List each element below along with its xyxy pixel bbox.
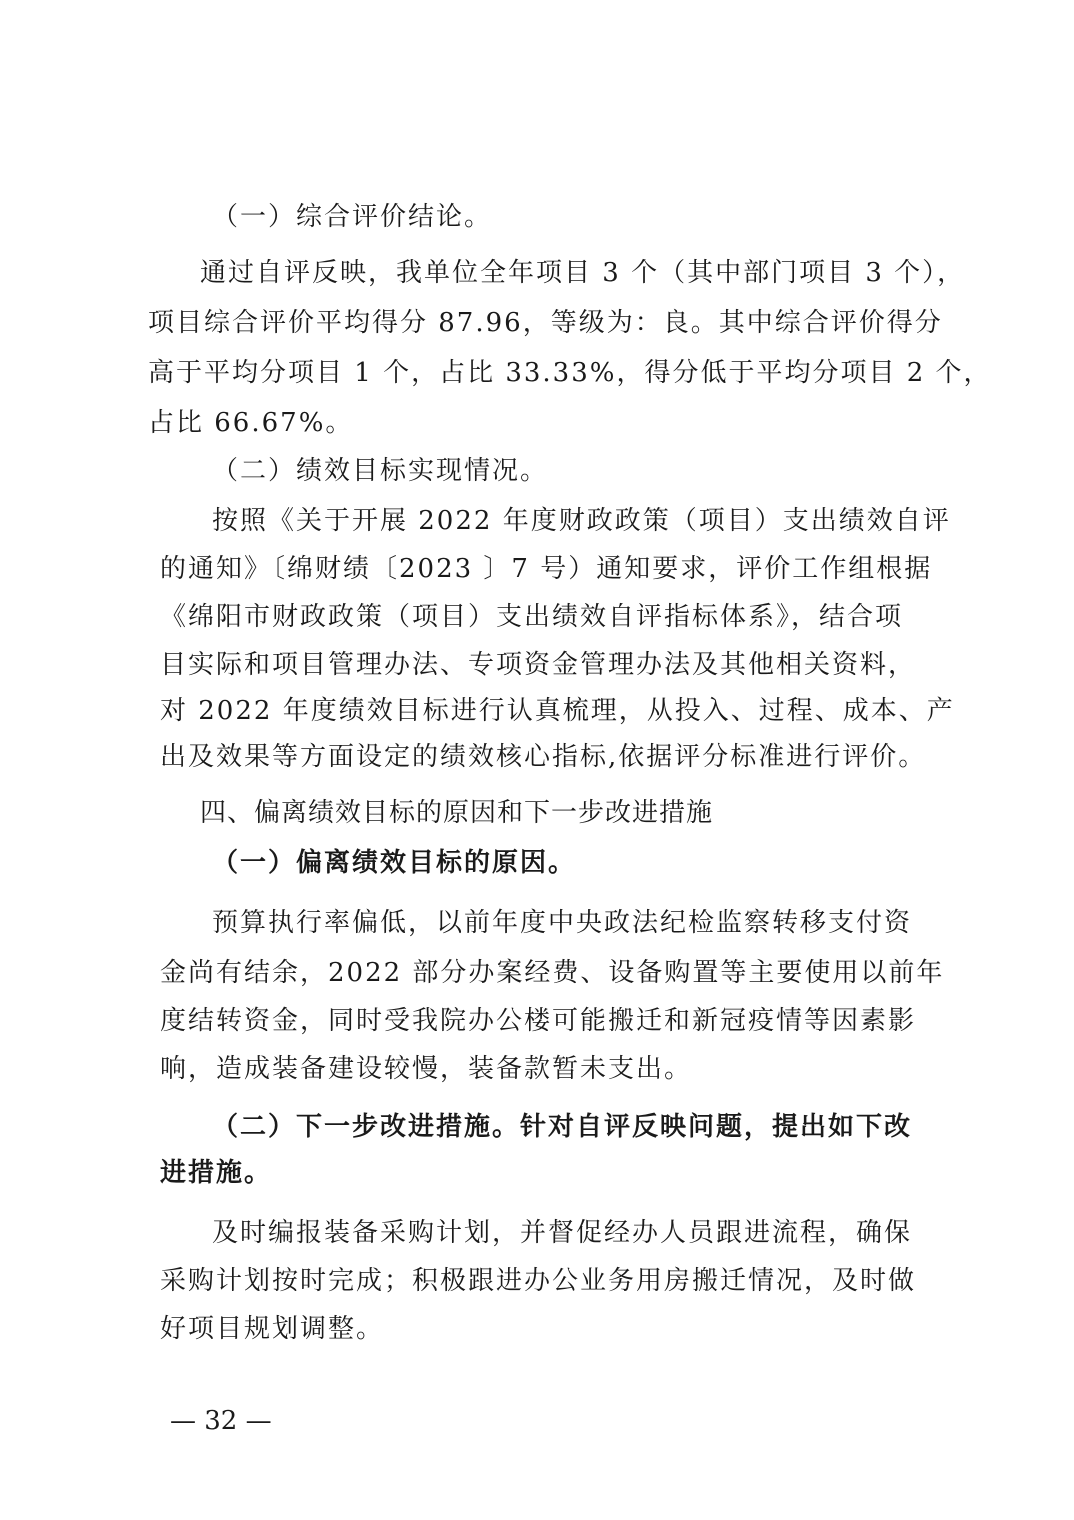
paragraph-line: 好项目规划调整。 xyxy=(160,1314,385,1344)
paragraph-line: 度结转资金，同时受我院办公楼可能搬迁和新冠疫情等因素影 xyxy=(160,1006,917,1036)
paragraph-line: 按照《关于开展 2022 年度财政政策（项目）支出绩效自评 xyxy=(212,506,951,536)
paragraph-line: 的通知》〔绵财绩〔2023 〕7 号）通知要求，评价工作组根据 xyxy=(160,554,933,584)
page-number: — 32 — xyxy=(170,1406,272,1436)
paragraph-line: 高于平均分项目 1 个，占比 33.33%，得分低于平均分项目 2 个， xyxy=(148,358,992,388)
paragraph-line: 出及效果等方面设定的绩效核心指标,依据评分标准进行评价。 xyxy=(160,742,927,772)
subheading-performance-achievement: （二）绩效目标实现情况。 xyxy=(212,456,549,486)
section-heading-deviation: 四、偏离绩效目标的原因和下一步改进措施 xyxy=(200,798,714,828)
paragraph-line: 对 2022 年度绩效目标进行认真梳理，从投入、过程、成本、产 xyxy=(160,696,955,726)
paragraph-line: 响，造成装备建设较慢，装备款暂未支出。 xyxy=(160,1054,693,1084)
subheading-comprehensive-conclusion: （一）综合评价结论。 xyxy=(212,202,493,232)
subheading-deviation-reasons: （一）偏离绩效目标的原因。 xyxy=(212,848,577,878)
paragraph-line: 采购计划按时完成；积极跟进办公业务用房搬迁情况，及时做 xyxy=(160,1266,917,1296)
paragraph-line: 预算执行率偏低，以前年度中央政法纪检监察转移支付资 xyxy=(212,908,913,938)
paragraph-line: 及时编报装备采购计划，并督促经办人员跟进流程，确保 xyxy=(212,1218,913,1248)
paragraph-line: 金尚有结余，2022 部分办案经费、设备购置等主要使用以前年 xyxy=(160,958,945,988)
paragraph-line: 项目综合评价平均得分 87.96，等级为：良。其中综合评价得分 xyxy=(148,308,943,338)
subheading-improvement-measures-cont: 进措施。 xyxy=(160,1158,273,1188)
paragraph-line: 通过自评反映，我单位全年项目 3 个（其中部门项目 3 个）， xyxy=(200,258,966,288)
subheading-improvement-measures: （二）下一步改进措施。针对自评反映问题，提出如下改 xyxy=(212,1112,913,1142)
paragraph-line: 《绵阳市财政政策（项目）支出绩效自评指标体系》，结合项 xyxy=(160,602,904,632)
paragraph-line: 占比 66.67%。 xyxy=(148,408,354,438)
paragraph-line: 目实际和项目管理办法、专项资金管理办法及其他相关资料， xyxy=(160,650,917,680)
